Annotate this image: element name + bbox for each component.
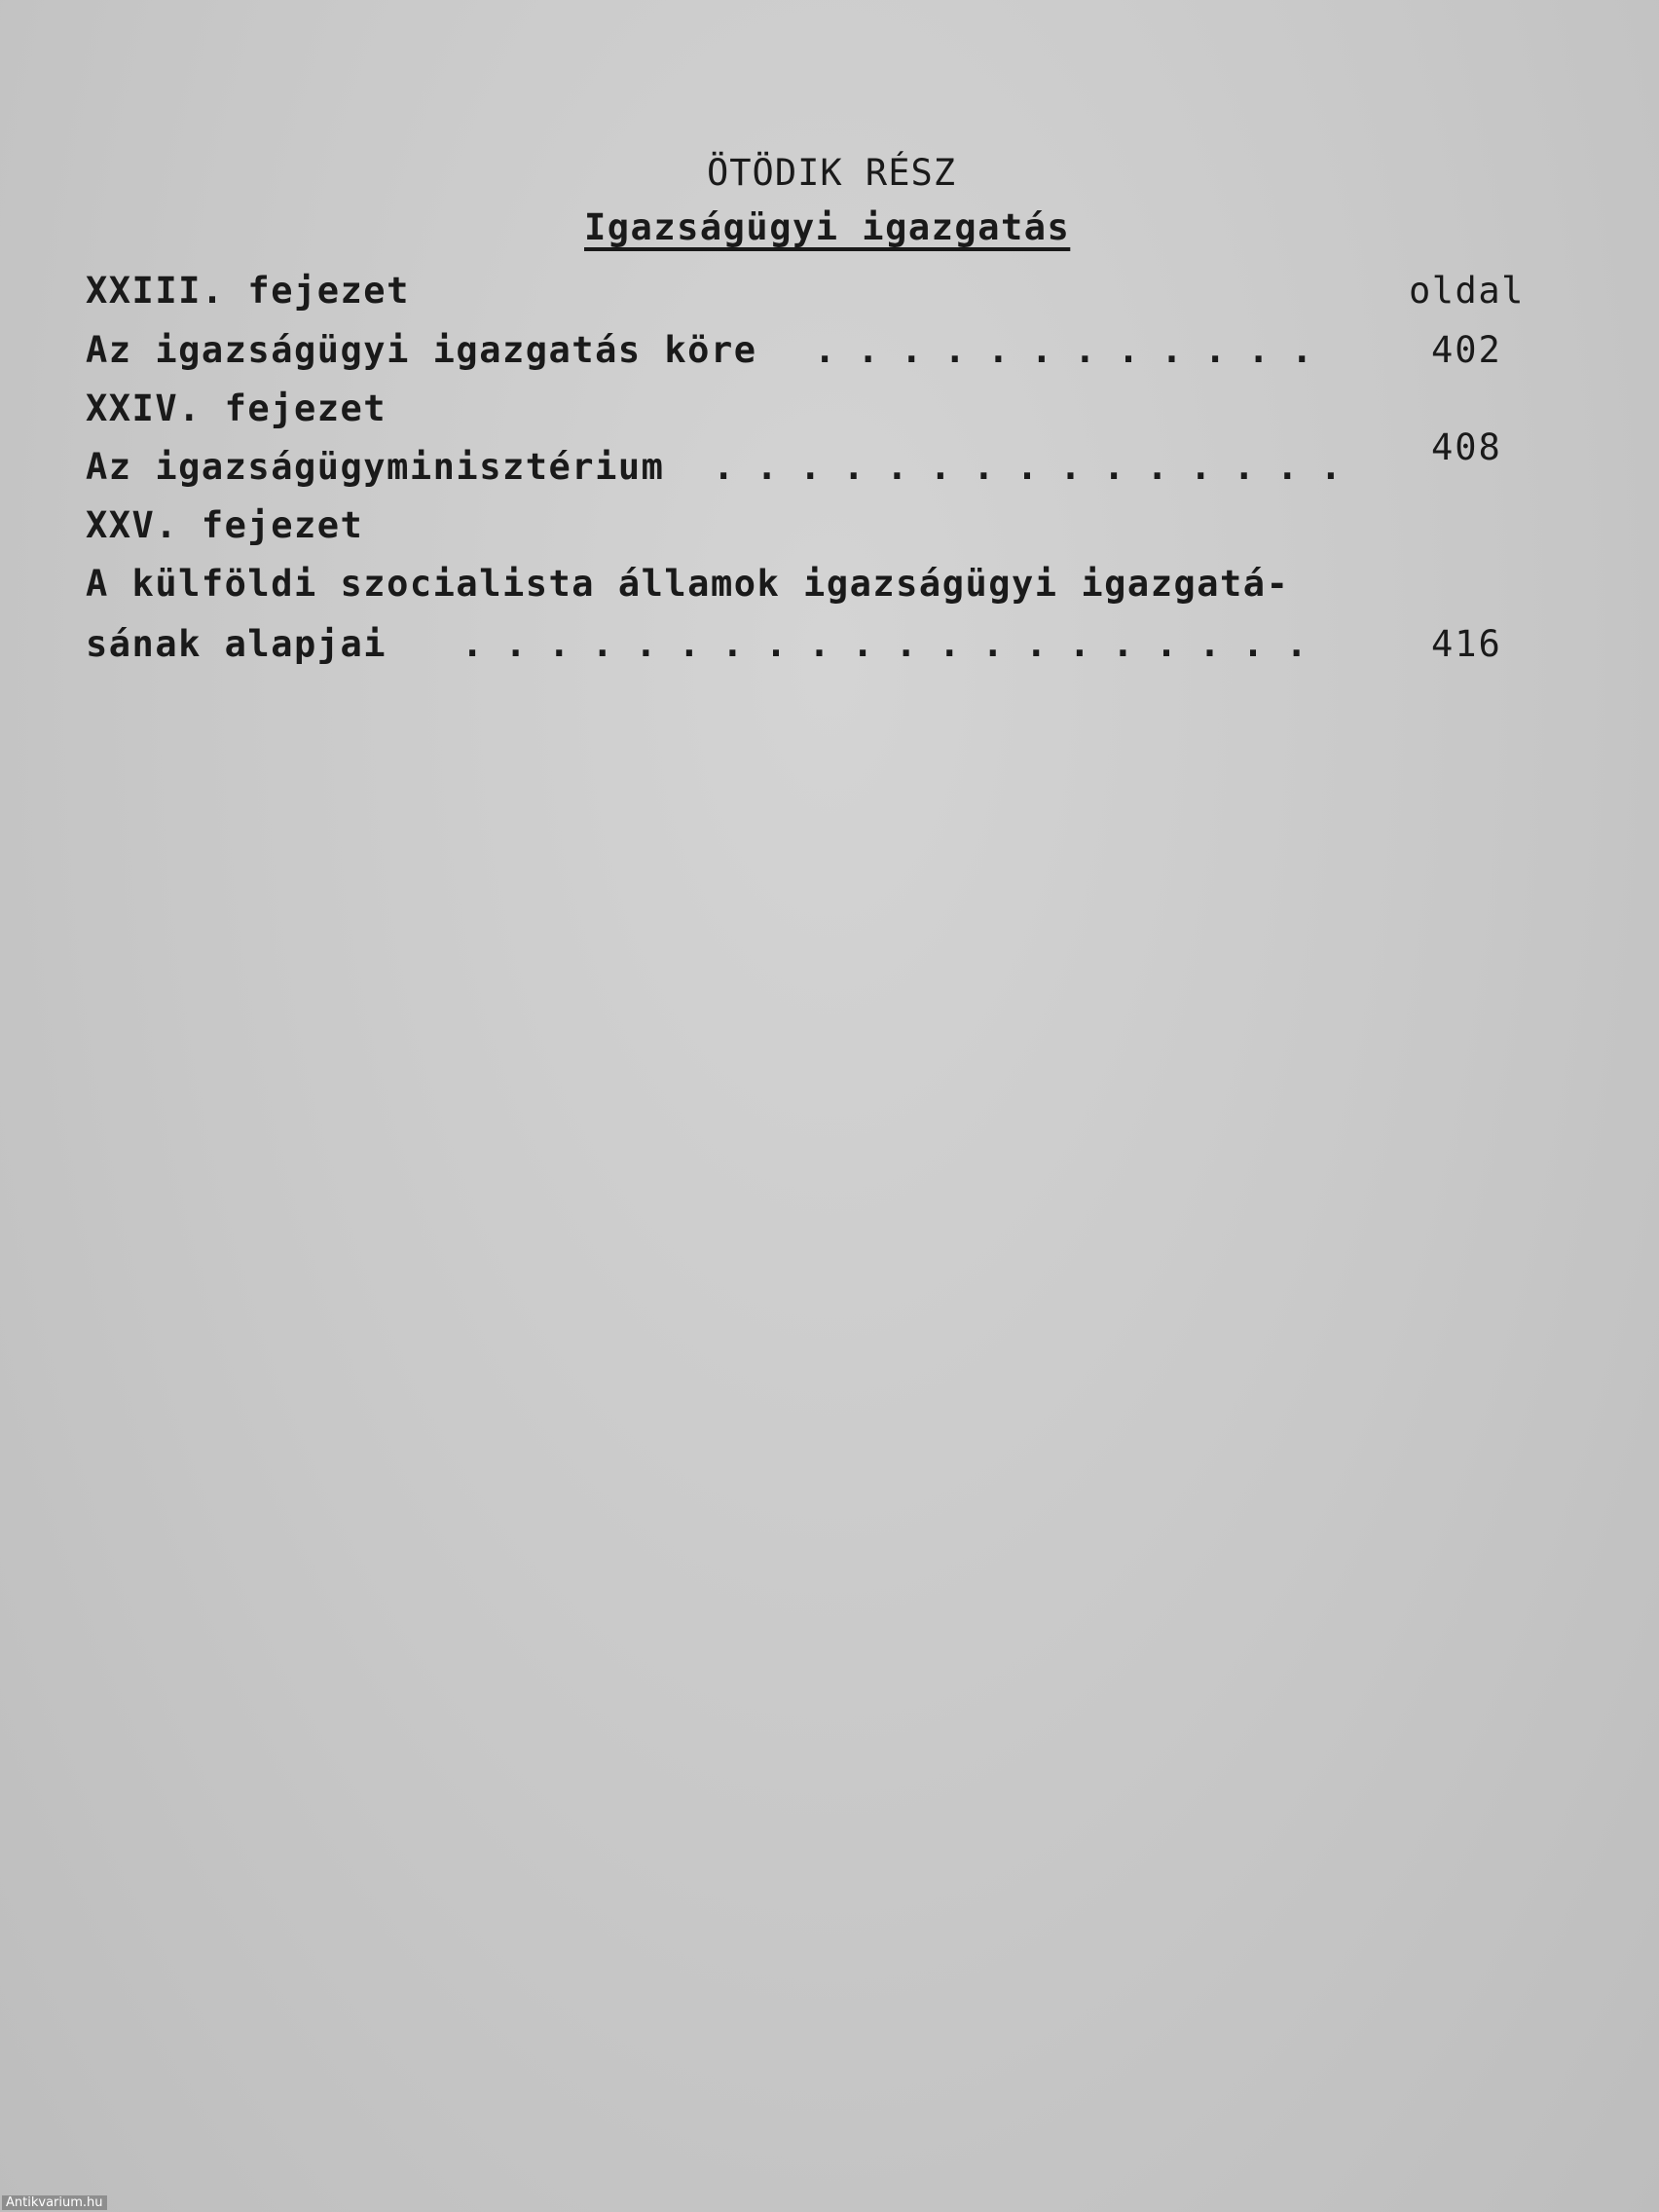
chapter-heading-xxv: XXV. fejezet — [86, 504, 364, 546]
leader-dots — [814, 329, 1336, 372]
page-column-label: oldal — [1409, 270, 1525, 312]
part-title: ÖTÖDIK RÉSZ — [707, 152, 957, 194]
chapter-heading-xxiii: XXIII. fejezet — [86, 270, 410, 312]
chapter-heading-xxiv: XXIV. fejezet — [86, 387, 387, 429]
leader-dots — [713, 446, 1336, 489]
chapter-title-xxiv: Az igazságügyminisztérium — [86, 446, 665, 488]
watermark: Antikvarium.hu — [2, 2195, 107, 2210]
leader-dots — [461, 623, 1336, 666]
page-number-xxiii: 402 — [1431, 329, 1502, 371]
part-subtitle: Igazságügyi igazgatás — [584, 206, 1071, 248]
chapter-title-xxiii: Az igazságügyi igazgatás köre — [86, 329, 757, 371]
page-number-xxiv: 408 — [1431, 426, 1502, 468]
chapter-title-xxv-line-2: sának alapjai — [86, 623, 387, 665]
page-number-xxv: 416 — [1431, 623, 1502, 665]
chapter-title-xxv-line-1: A külföldi szocialista államok igazságügyi igazgatá- — [86, 563, 1290, 605]
